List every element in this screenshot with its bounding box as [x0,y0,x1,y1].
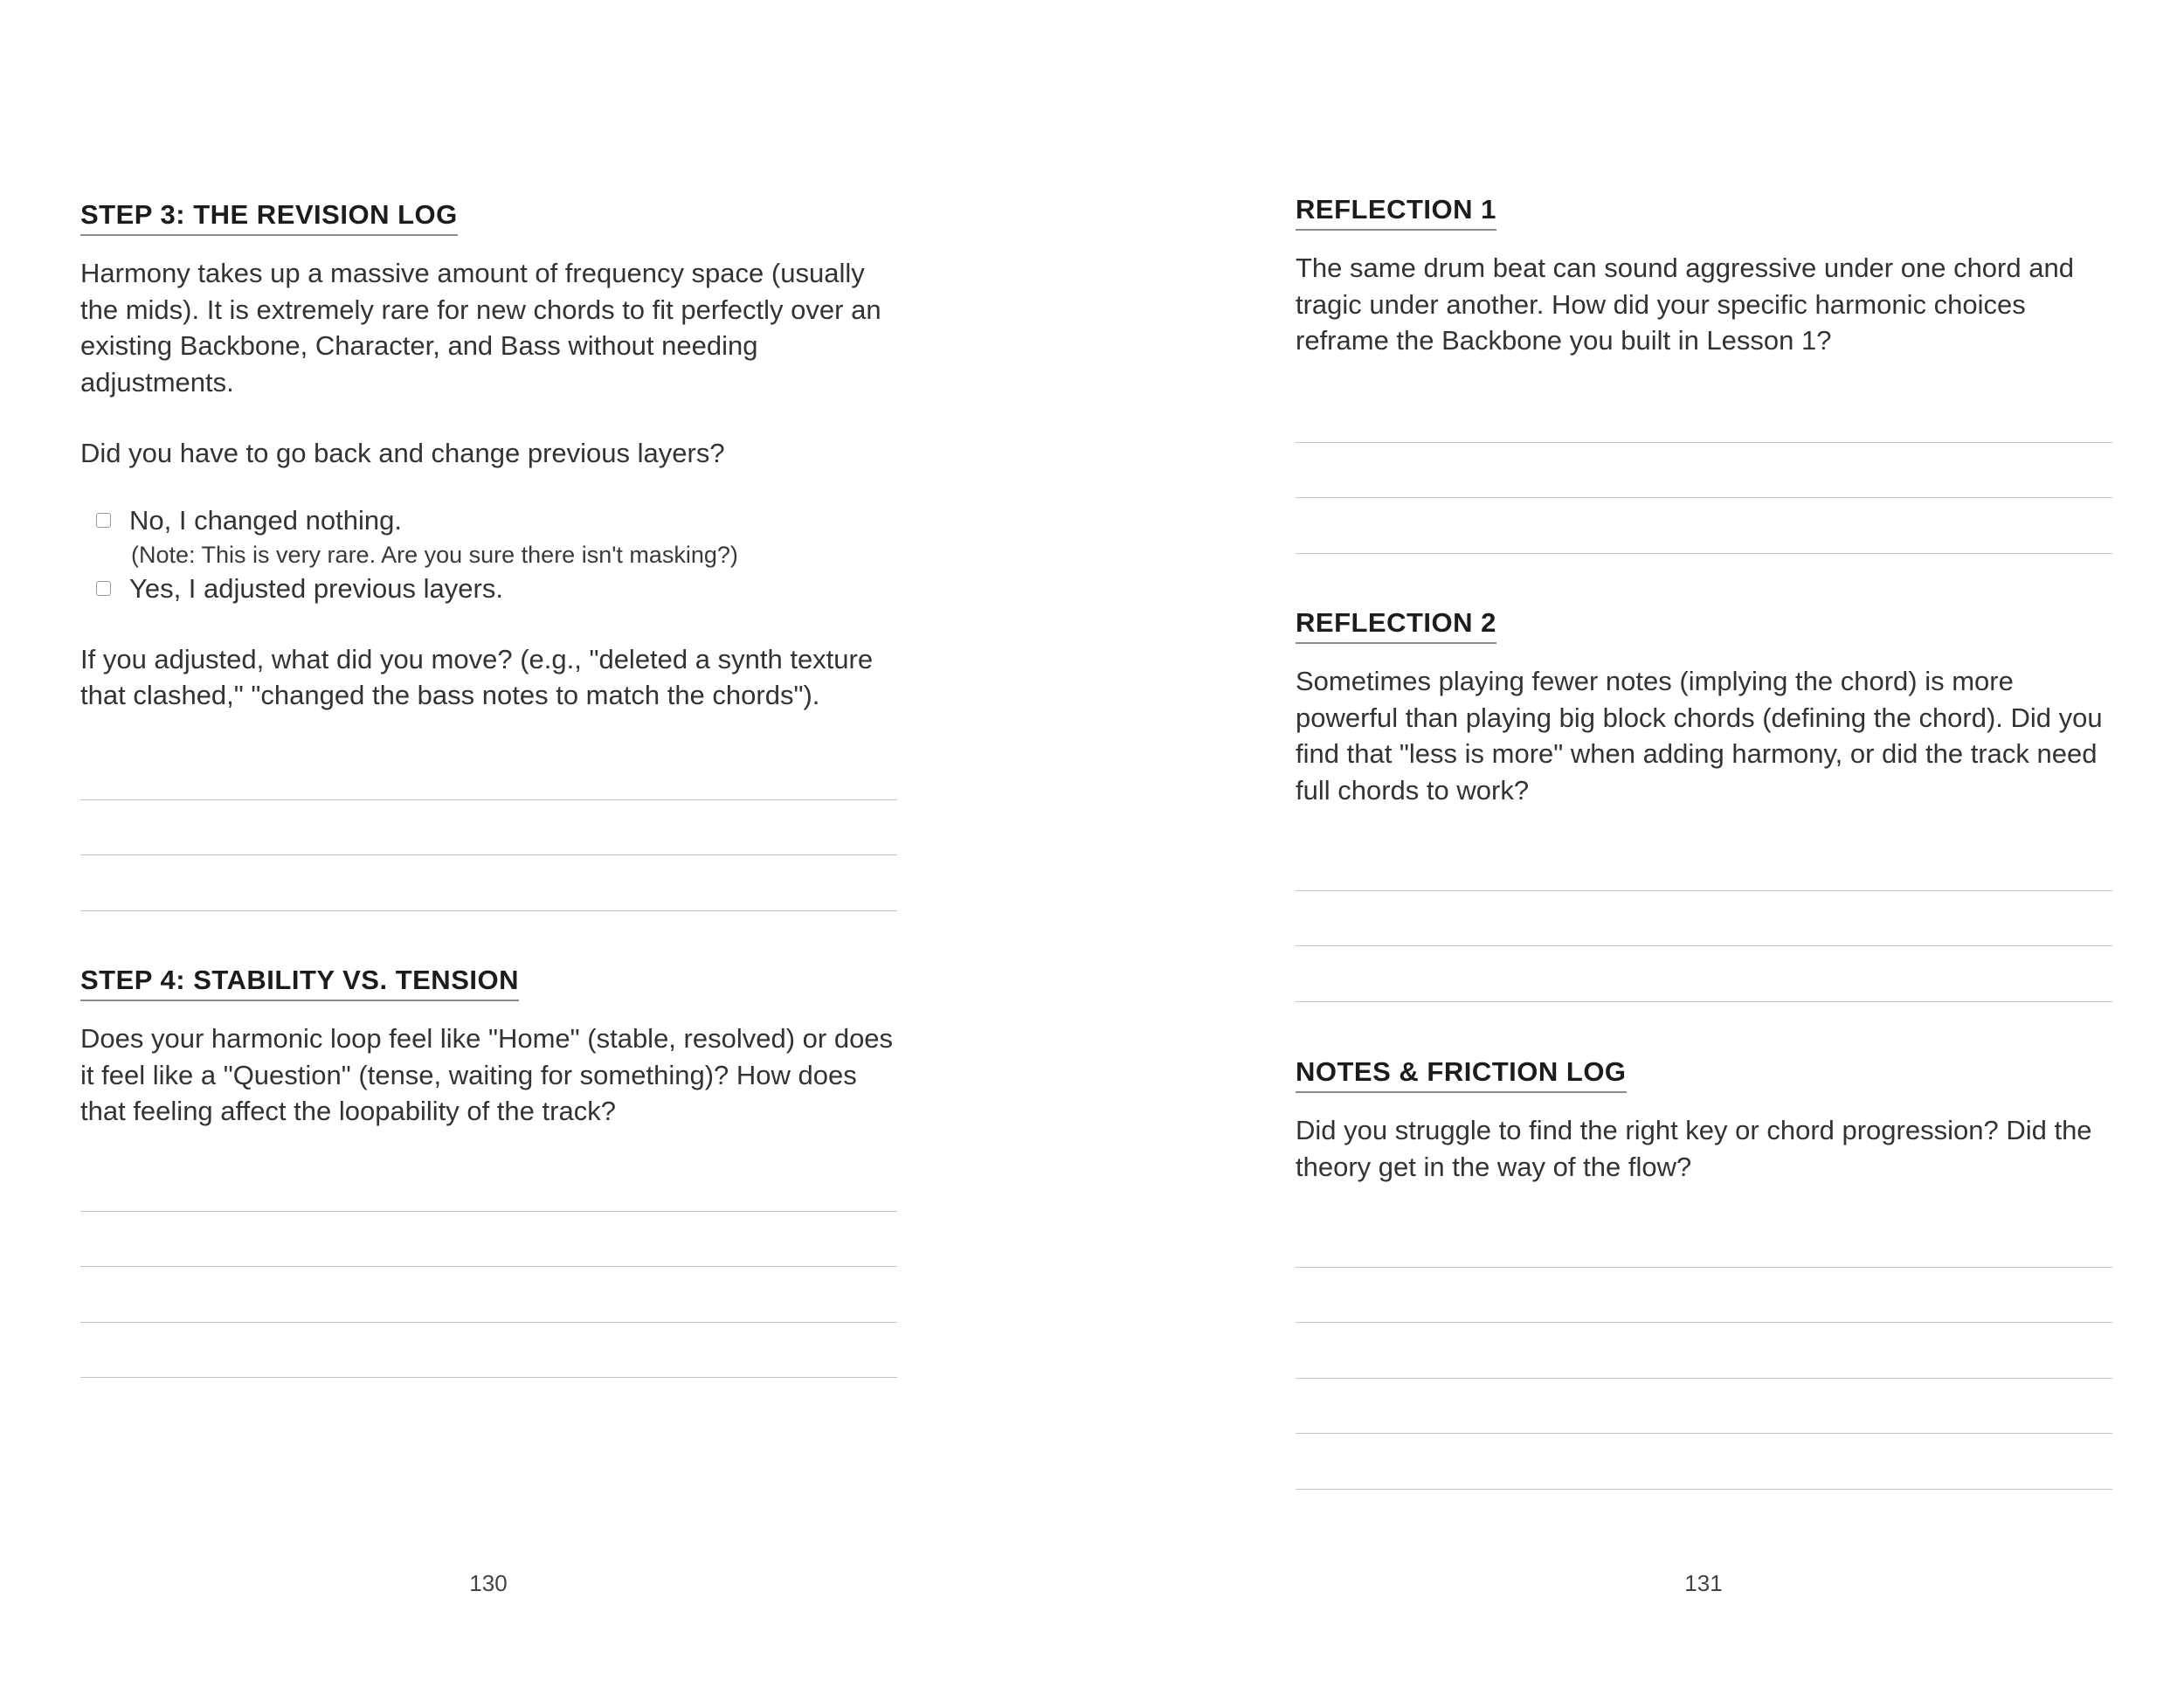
answer-line[interactable] [1296,946,2112,1002]
step4-answer-lines [80,1156,897,1378]
answer-line[interactable] [1296,443,2112,499]
answer-line[interactable] [1296,891,2112,947]
step3-followup: If you adjusted, what did you move? (e.g., "deleted a synth texture that clashed," "changed the bass notes to match the chords"). [80,643,874,710]
answer-line[interactable] [1296,1434,2112,1490]
step4-prompt: Does your harmonic loop feel like "Home" (stable, resolved) or does it feel like a "Question" (tense, waiting for something)? How does that feeling affect the loopability of the track? [80,1023,894,1126]
answer-line[interactable] [1296,1268,2112,1324]
right-page [1092,0,2184,1688]
step4-section [80,964,897,1130]
answer-line[interactable] [80,1212,897,1268]
reflection1-section [1296,193,2112,359]
answer-line[interactable] [1296,387,2112,443]
revision-options [96,503,897,606]
option-no-row[interactable] [96,503,897,538]
option-yes-checkbox[interactable] [96,581,111,596]
option-yes-label: Yes, I adjusted previous layers. [129,572,503,604]
notes-section [1296,1055,2112,1185]
option-yes-row[interactable] [96,571,897,606]
option-no-label: No, I changed nothing. [129,504,402,536]
reflection1-answer-lines [1296,387,2112,554]
step4-heading: STEP 4: STABILITY VS. TENSION [80,964,519,1001]
answer-line[interactable] [1296,1212,2112,1268]
step3-intro: Harmony takes up a massive amount of frequency space (usually the mids). It is extremely rare for new chords to fit perfectly over an existing Backbone, Character, and Bass without needing adjustments. [80,258,881,398]
answer-line[interactable] [80,1323,897,1379]
option-no-checkbox[interactable] [96,513,111,528]
notes-heading: NOTES & FRICTION LOG [1296,1055,1627,1093]
answer-line[interactable] [80,1156,897,1212]
page-number: 131 [1684,1570,1723,1596]
notes-prompt: Did you struggle to find the right key or chord progression? Did the theory get in the way of the flow? [1296,1115,2092,1182]
answer-line[interactable] [1296,1323,2112,1379]
notes-answer-lines [1296,1212,2112,1490]
step3-section [80,198,897,714]
reflection1-prompt: The same drum beat can sound aggressive under one chord and tragic under another. How did your specific harmonic choices reframe the Backbone you built in Lesson 1? [1296,253,2074,356]
reflection2-answer-lines [1296,835,2112,1002]
reflection1-heading: REFLECTION 1 [1296,193,1496,231]
step3-answer-lines [80,744,897,911]
step3-question: Did you have to go back and change previous layers? [80,438,725,468]
answer-line[interactable] [1296,498,2112,554]
answer-line[interactable] [80,744,897,800]
answer-line[interactable] [80,800,897,856]
answer-line[interactable] [1296,835,2112,891]
reflection2-heading: REFLECTION 2 [1296,606,1496,644]
answer-line[interactable] [80,1267,897,1323]
step3-heading: STEP 3: THE REVISION LOG [80,198,458,236]
answer-line[interactable] [1296,1379,2112,1435]
reflection2-section [1296,606,2112,808]
answer-line[interactable] [80,855,897,911]
reflection2-prompt: Sometimes playing fewer notes (implying the chord) is more powerful than playing big block chords (defining the chord). Did you find that "less is more" when adding harmony, or did the track need full chords to work? [1296,666,2103,806]
option-no-note: (Note: This is very rare. Are you sure there isn't masking?) [131,541,738,568]
page-number: 130 [469,1570,508,1596]
